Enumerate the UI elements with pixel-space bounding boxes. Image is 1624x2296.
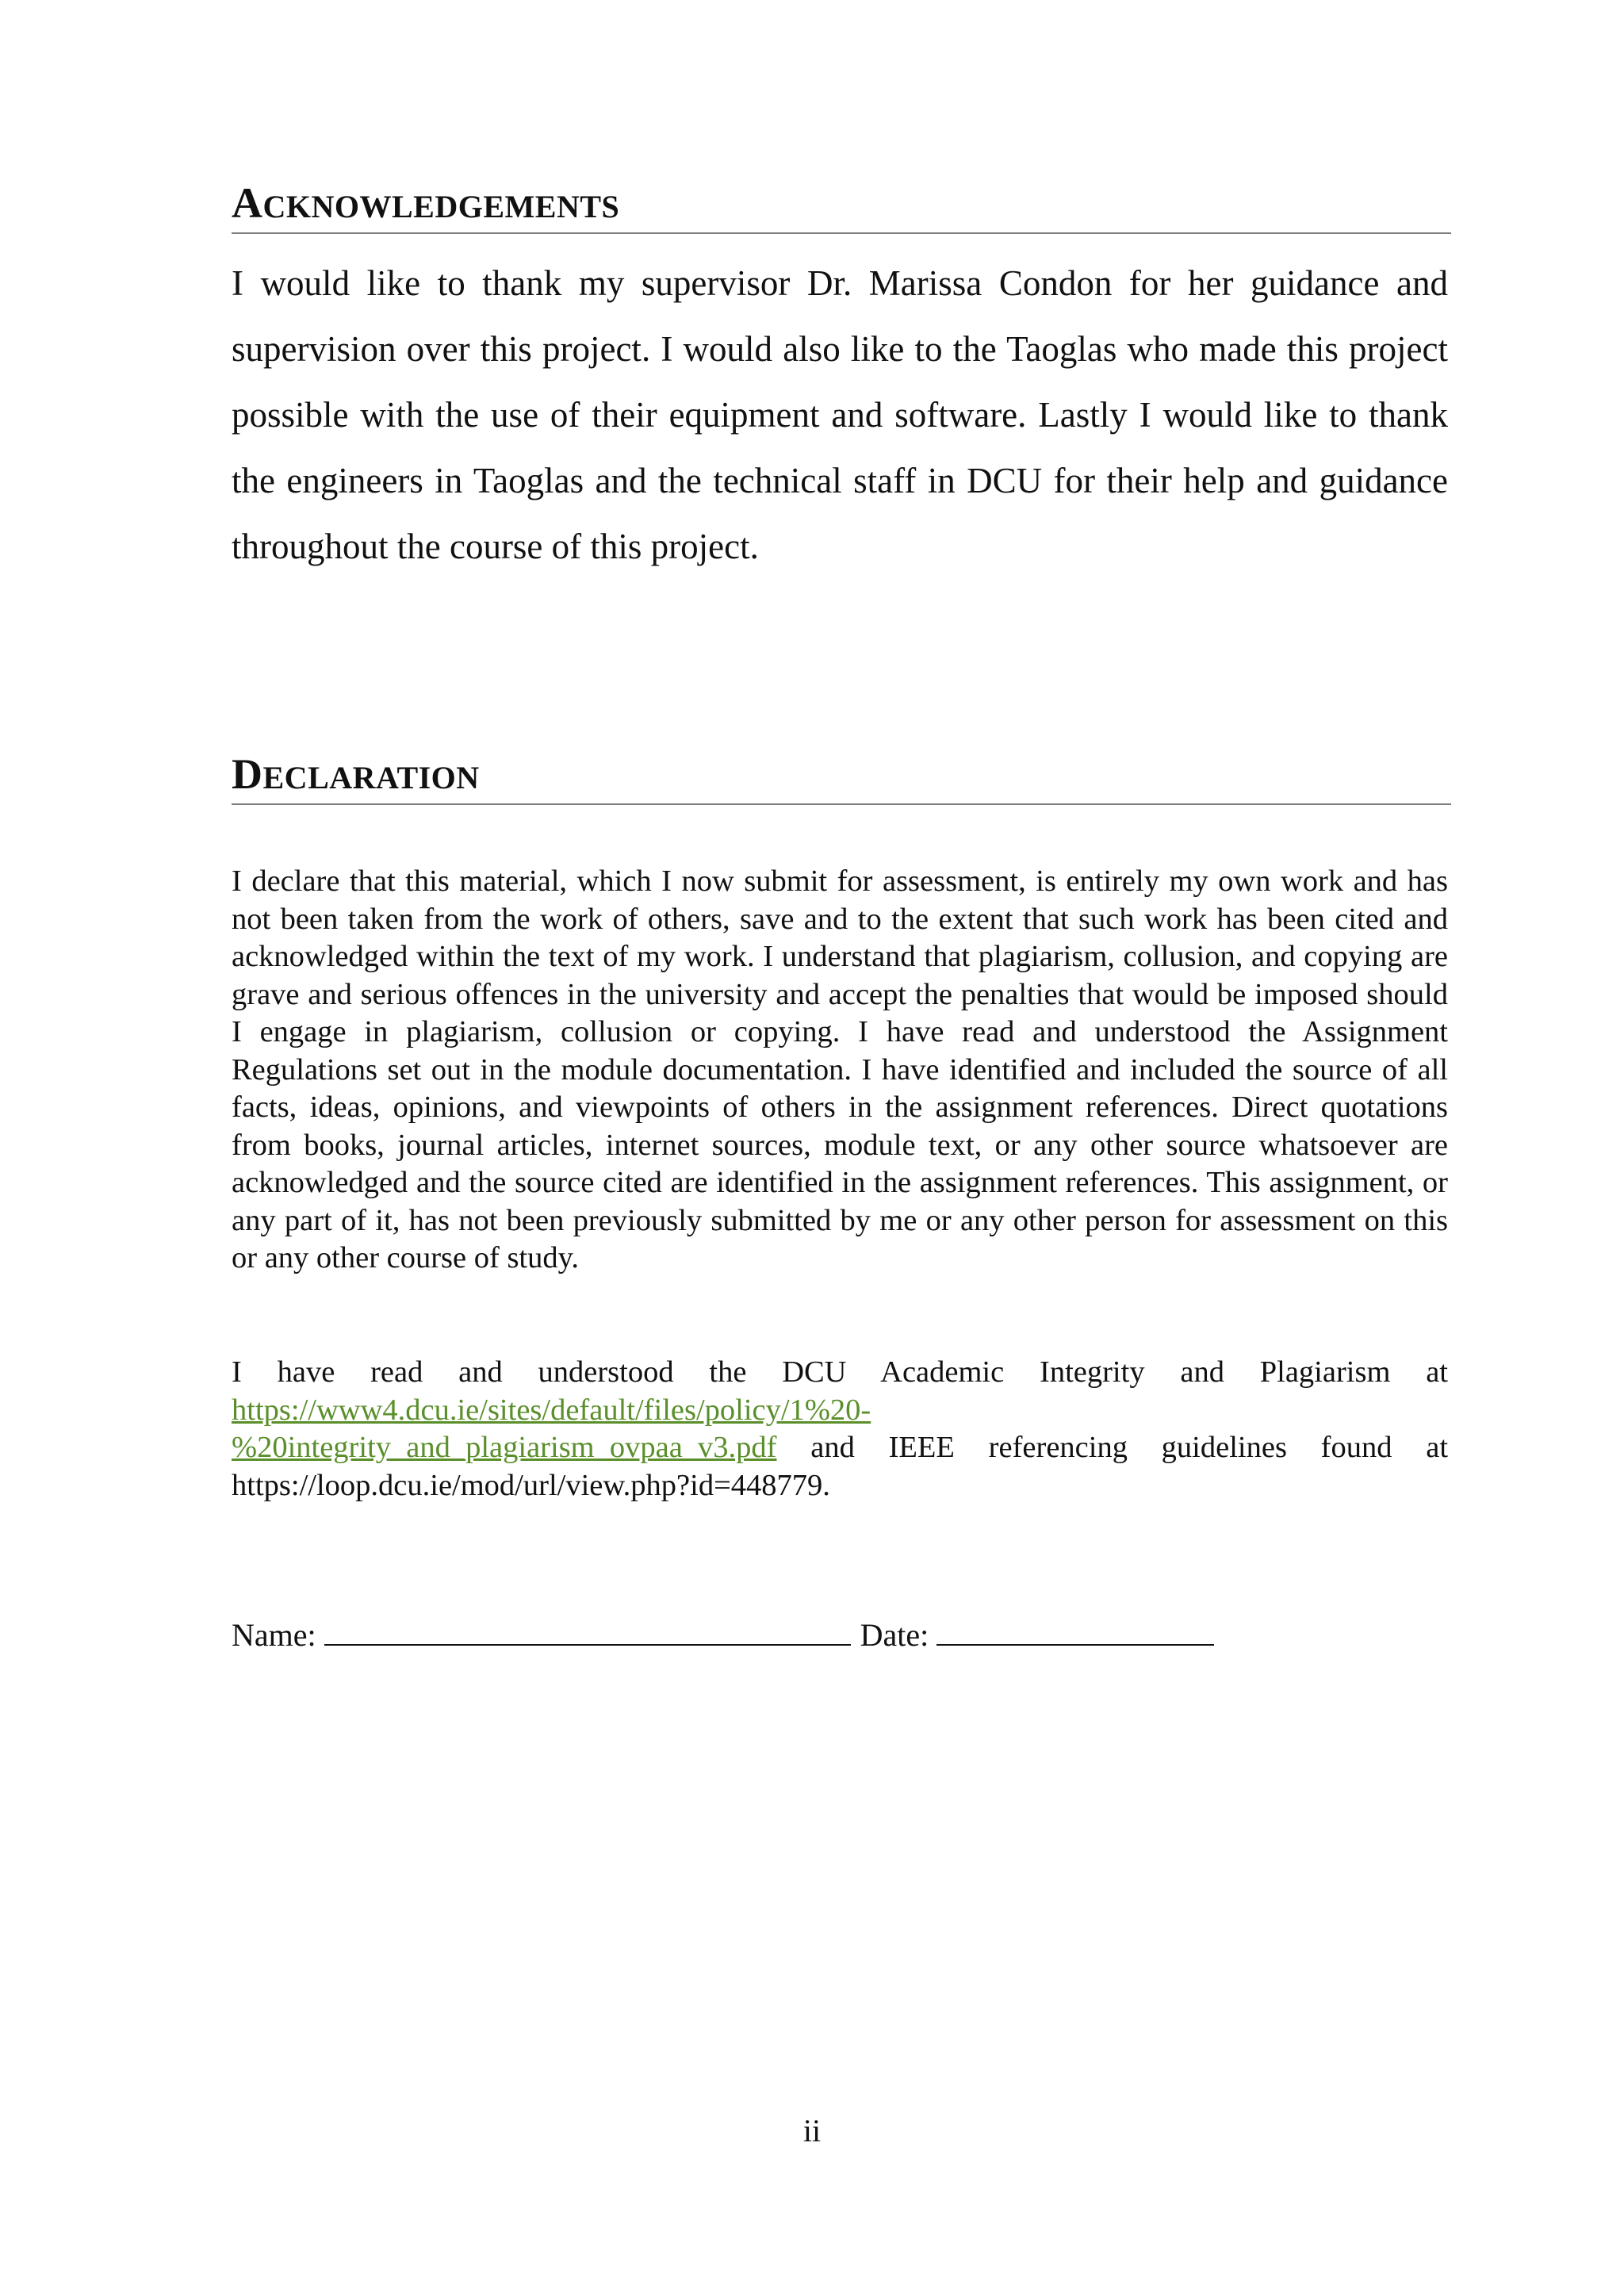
acknowledgements-heading-initial: A xyxy=(232,179,263,227)
integrity-middle: and IEEE referencing guidelines found at xyxy=(810,1431,1449,1464)
integrity-prefix: I have read and understood the DCU Academic Integrity and Plagiarism at xyxy=(232,1355,1448,1389)
declaration-body: I declare that this material, which I now submit for assessment, is entirely my own work and has not been taken from the work of others, save and to the extent that such work has been cited and acknowledged within the text of my work. I understand that plagiarism, collusion, and copying are grave and serious offences in the university and accept the penalties that would be imposed should I engage in plagiarism, collusion or copying. I have read and understood the Assignment Regulations set out in the module documentation. I have identified and included the source of all facts, ideas, opinions, and viewpoints of others in the assignment references. Direct quotations from books, journal articles, internet sources, module text, or any other source whatsoever are acknowledged and the source cited are identified in the assignment references. This assignment, or any part of it, has not been previously submitted by me or any other person for assessment on this or any other course of study. xyxy=(232,864,1448,1274)
date-line xyxy=(936,1614,1214,1646)
integrity-statement xyxy=(232,1354,1448,1504)
integrity-policy-link[interactable] xyxy=(232,1393,871,1465)
date-label: Date: xyxy=(860,1617,929,1653)
name-line xyxy=(324,1614,851,1646)
integrity-link-part2[interactable]: %20integrity_and_plagiarism_ovpaa_v3.pdf xyxy=(232,1431,777,1464)
page-number: ii xyxy=(802,2113,822,2148)
integrity-link-part1[interactable]: https://www4.dcu.ie/sites/default/files/policy/1%20- xyxy=(232,1393,871,1427)
name-label: Name: xyxy=(232,1617,316,1653)
declaration-heading xyxy=(232,750,1451,805)
acknowledgements-body: I would like to thank my supervisor Dr. Marissa Condon for her guidance and supervision over this project. I would also like to the Taoglas who made this project possible with the use of their equipment and software. Lastly I would like to thank the engineers in Taoglas and the technical staff in DCU for their help and guidance throughout the course of this project. xyxy=(232,263,1448,566)
declaration-heading-rest: ECLARATION xyxy=(262,760,480,795)
acknowledgements-heading xyxy=(232,179,1451,234)
signature-row xyxy=(232,1614,1214,1655)
ieee-guidelines-url: https://loop.dcu.ie/mod/url/view.php?id=448779. xyxy=(232,1468,830,1502)
acknowledgements-heading-rest: CKNOWLEDGEMENTS xyxy=(262,189,620,224)
declaration-heading-initial: D xyxy=(232,750,263,798)
